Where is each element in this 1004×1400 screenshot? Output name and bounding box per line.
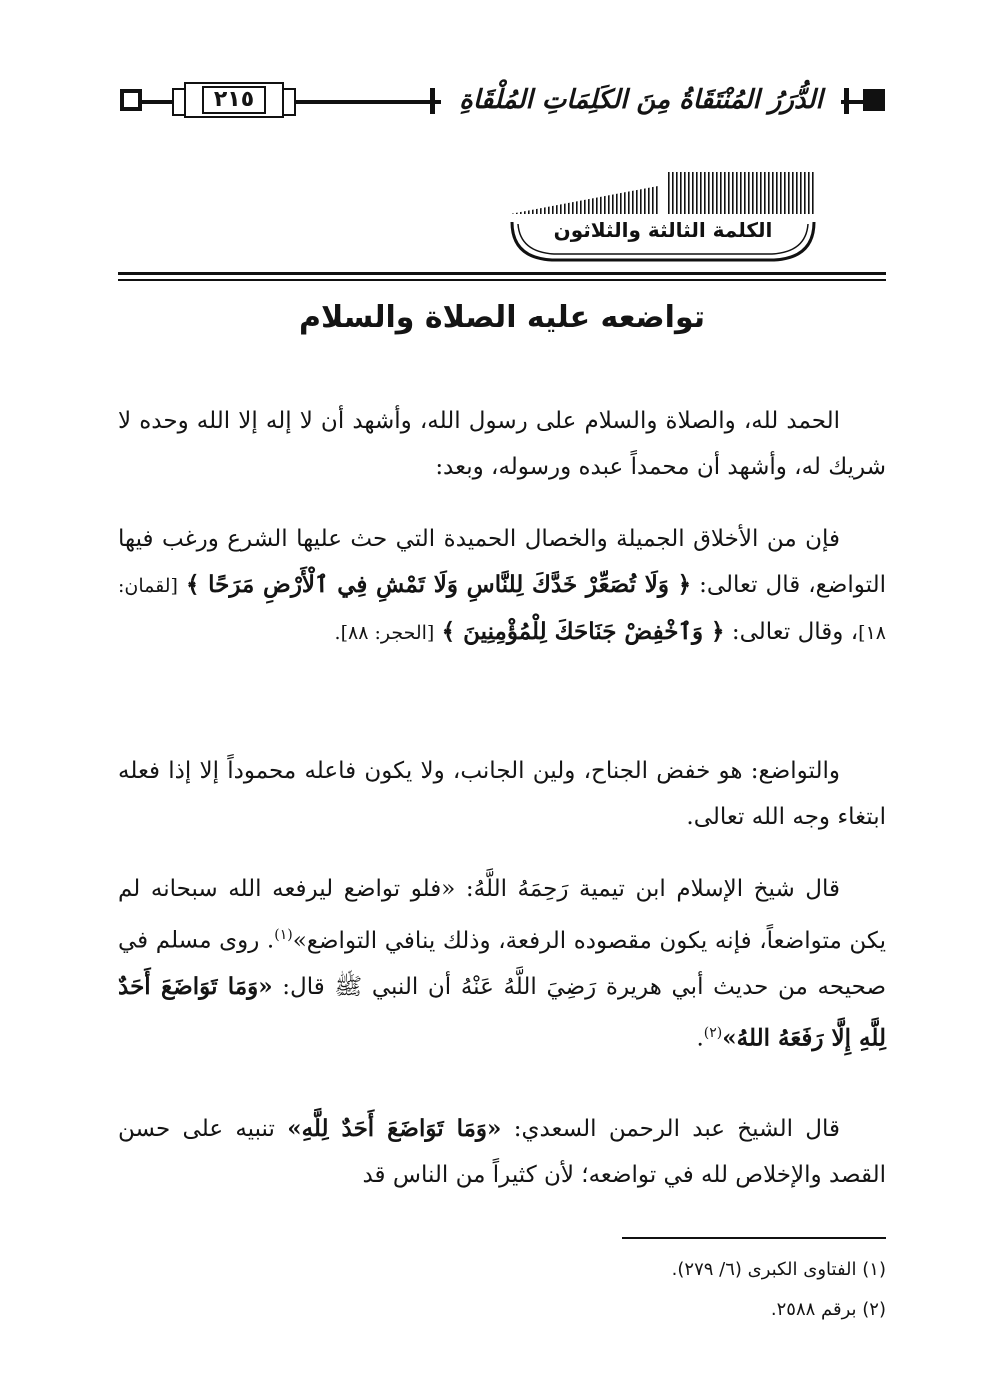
footnote-marker-2: (٢) — [703, 1024, 723, 1041]
header-square-filled — [863, 89, 885, 111]
verse-reference-hijr: [الحجر: ٨٨]. — [334, 622, 435, 644]
footnote-2: (٢) برقم ٢٥٨٨. — [770, 1299, 886, 1320]
paragraph-virtue-text-a: فإن من الأخلاق الجميلة والخصال الحميدة التي حث عليها الشرع ورغب فيها التواضع، قال تعالى: — [118, 526, 886, 598]
header-divider-top — [118, 272, 886, 275]
saadi-commentary: تنبيه على حسن القصد والإخلاص لله في تواضعه؛ لأن كثيراً من الناس قد — [118, 1116, 886, 1188]
hadith-text: «وَمَا تَوَاضَعَ أَحَدٌ لِلَّهِ إِلَّا رَفَعَهُ اللهُ» — [118, 972, 886, 1052]
footnote-separator — [622, 1237, 886, 1239]
running-header — [112, 80, 887, 124]
section-title: تواضعه عليه الصلاة والسلام — [298, 300, 706, 335]
paragraph-definition — [118, 748, 886, 840]
chapter-badge — [508, 166, 818, 270]
paragraph-intro — [118, 398, 886, 490]
header-bar-left — [430, 88, 435, 114]
page-number-frame — [184, 82, 284, 118]
muslim-narration-intro: . روى مسلم في صحيحه من حديث أبي هريرة رَضِيَ اللَّهُ عَنْهُ أن النبي ﷺ قال: — [118, 927, 887, 1000]
footnote-marker-1: (١) — [274, 927, 293, 943]
paragraph-intro-text: الحمد لله، والصلاة والسلام على رسول الله، وأشهد أن لا إله إلا الله وحده لا شريك له، وأشهد أن محمداً عبده ورسوله، وبعد: — [118, 408, 886, 480]
saadi-intro: قال الشيخ عبد الرحمن السعدي: — [513, 1116, 840, 1142]
paragraph-ibn-taymiyyah — [118, 866, 886, 1061]
header-rule-middle — [298, 100, 448, 104]
verse-reference-luqman: [لقمان: ١٨] — [118, 575, 886, 644]
paragraph-virtue-text-b: ، وقال تعالى: — [731, 619, 859, 645]
footnote-1: (١) الفتاوى الكبرى (٦/ ٢٧٩). — [671, 1259, 886, 1280]
saadi-quoted-hadith: «وَمَا تَوَاضَعَ أَحَدٌ لِلَّهِ» — [287, 1115, 502, 1142]
paragraph-saadi — [118, 1106, 886, 1198]
paragraph-end-dot: . — [696, 1025, 704, 1052]
header-bar-right — [844, 88, 849, 114]
book-title: الدُّرَرُ المُنْتَقَاةُ مِنَ الكَلِمَاتِ المُلْقَاةِ — [441, 80, 841, 120]
quran-verse-hijr: ﴿ وَٱخْفِضْ جَنَاحَكَ لِلْمُؤْمِنِينَ ﴾ — [441, 618, 725, 645]
paragraph-virtue — [118, 516, 886, 656]
header-square-hollow — [120, 89, 142, 111]
header-divider-bottom — [118, 279, 886, 281]
chapter-label: الكلمة الثالثة والثلاثون — [553, 218, 773, 242]
paragraph-definition-text: والتواضع: هو خفض الجناح، ولين الجانب، ولا يكون فاعله محموداً إلا إذا فعله ابتغاء وجه الله تعالى. — [118, 758, 886, 830]
ibn-taymiyyah-quote: قال شيخ الإسلام ابن تيمية رَحِمَهُ اللَّهُ: «فلو تواضع ليرفعه الله سبحانه لم يكن متواضعاً، فإنه يكون مقصوده الرفعة، وذلك ينافي التواضع» — [118, 876, 887, 954]
quran-verse-luqman: ﴿ وَلَا تُصَعِّرْ خَدَّكَ لِلنَّاسِ وَلَا تَمْشِ فِي ٱلْأَرْضِ مَرَحًا ﴾ — [185, 571, 692, 598]
page-number: ٢١٥ — [202, 86, 266, 114]
